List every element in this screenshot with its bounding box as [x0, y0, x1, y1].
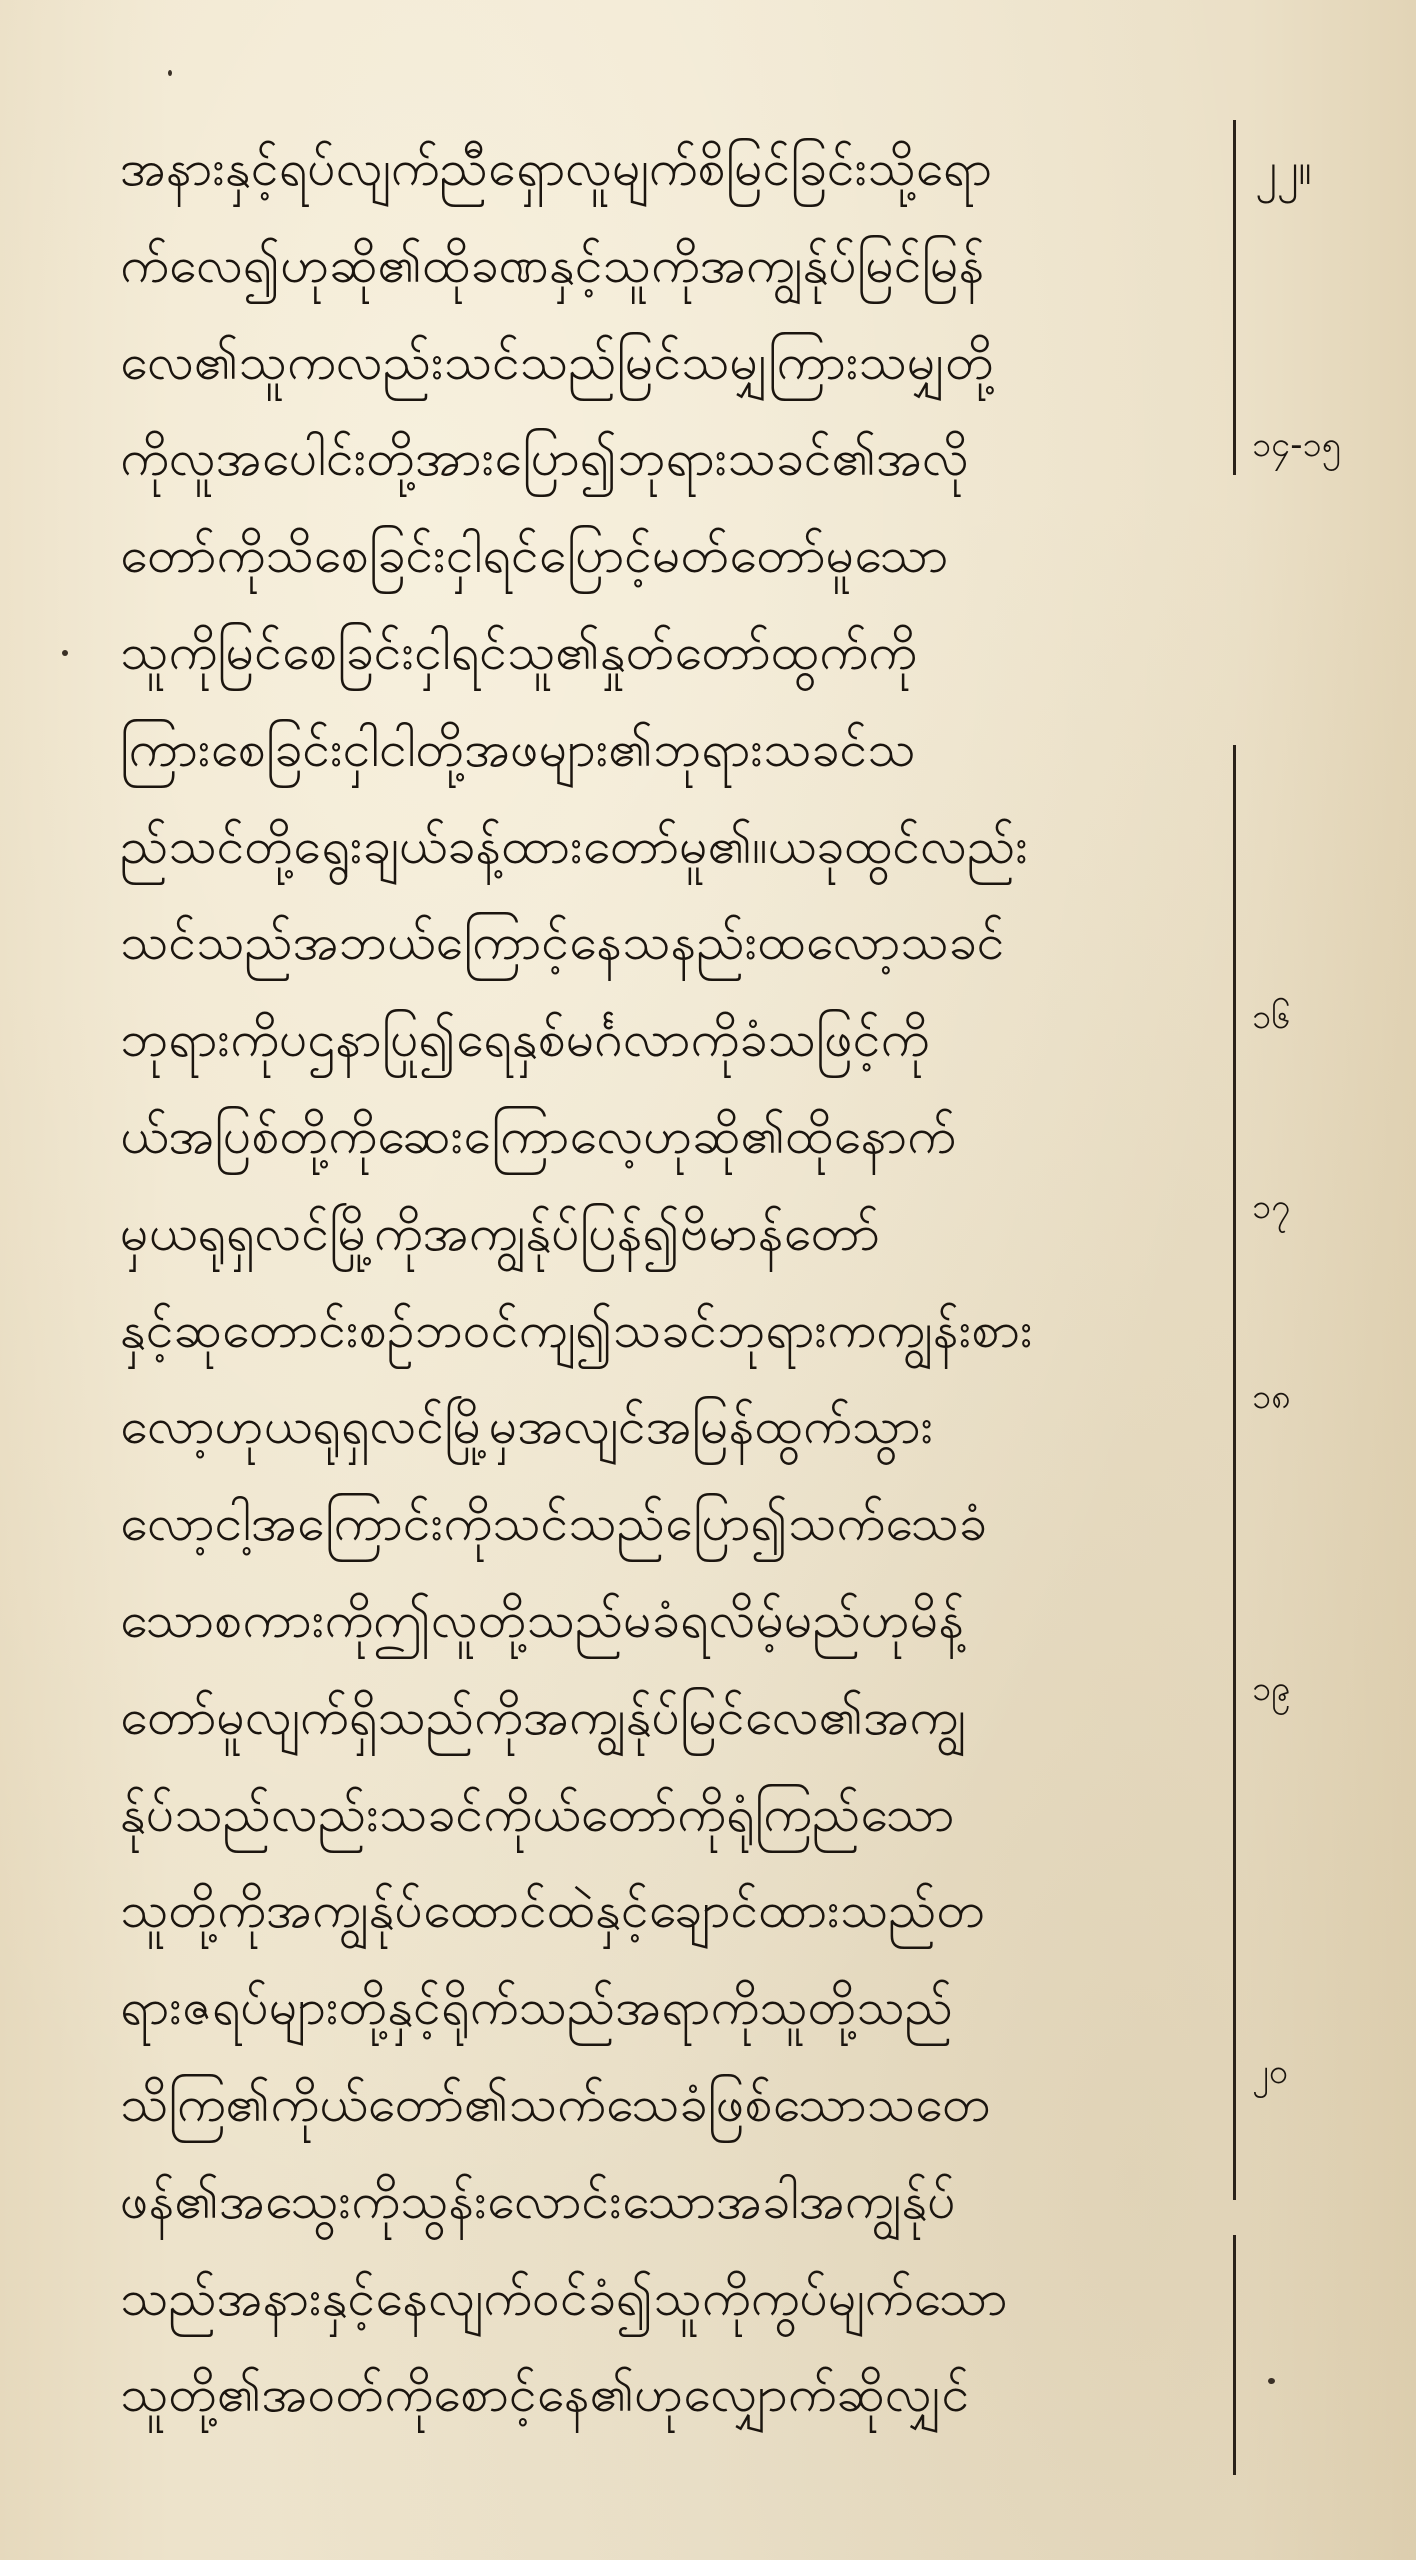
verse-number: ၁၇ [1252, 1187, 1291, 1227]
text-line: က်လေ၍ဟုဆို၏ထိုခဏနှင့်သူကိုအကျွန်ုပ်မြင်မြန် [120, 235, 985, 294]
text-line: ကိုလူအပေါင်းတို့အားပြော၍ဘုရားသခင်၏အလို [120, 429, 969, 488]
text-line: လေ၏သူကလည်းသင်သည်မြင်သမျှကြားသမျှတို့ [120, 332, 994, 391]
body-text [120, 120, 1220, 2443]
text-line: လော့ငါ့အကြောင်းကိုသင်သည်ပြော၍သက်သေခံ [120, 1494, 987, 1553]
verse-number: ၁၆ [1252, 997, 1291, 1037]
text-line: နှင့်ဆုတောင်းစဉ်ဘဝင်ကျ၍သခင်ဘုရားကကျွန်းစား [120, 1300, 1033, 1359]
text-line: အနားနှင့်ရပ်လျက်ညီရှောလူမျက်စိမြင်ခြင်းသို့ရော [120, 139, 993, 197]
verse-number: ၂၀ [1252, 2052, 1288, 2092]
text-line: ည်သင်တို့ရွေးချယ်ခန့်ထားတော်မူ၏။ယခုထွင်လည်း [120, 816, 1029, 875]
text-line: န်ုပ်သည်လည်းသခင်ကိုယ်တော်ကိုရုံကြည်သော [120, 1784, 955, 1843]
text-line: ဘုရားကိုပဌနာပြု၍ရေနှစ်မင်္ဂလာကိုခံသဖြင့်ကို [120, 1010, 930, 1069]
text-line: သိကြ၏ကိုယ်တော်၏သက်သေခံဖြစ်သောသတေ [120, 2074, 991, 2133]
verse-number: ၁၉ [1252, 1669, 1291, 1709]
text-line: တော်ကိုသိစေခြင်းငှါရင်ပြောင့်မတ်တော်မူသော [120, 526, 949, 585]
text-line: သောစကားကိုဤလူတို့သည်မခံရလိမ့်မည်ဟုမိန့် [120, 1590, 965, 1649]
margin-rule [1233, 745, 1236, 2200]
margin-rule [1233, 120, 1236, 475]
text-line: လော့ဟုယရုရှလင်မြို့မှအလျင်အမြန်ထွက်သွား [120, 1397, 934, 1456]
text-line: ရားဇရပ်များတို့နှင့်ရိုက်သည်အရာကိုသူတို့သည် [120, 1978, 954, 2037]
text-line: ကြားစေခြင်းငှါငါတို့အဖများ၏ဘုရားသခင်သ [120, 719, 916, 778]
text-line: သူတို့၏အဝတ်ကိုစောင့်နေ၏ဟုလျှောက်ဆိုလျှင် [120, 2365, 970, 2424]
text-line: ဖန်၏အသွေးကိုသွန်းလောင်းသောအခါအကျွန်ုပ် [120, 2171, 956, 2230]
paper-speck [1268, 2378, 1275, 2384]
text-line: သူကိုမြင်စေခြင်းငှါရင်သူ၏နှုတ်တော်ထွက်ကို [120, 622, 917, 681]
text-line: ယ်အပြစ်တို့ကိုဆေးကြောလေ့ဟုဆို၏ထိုနောက် [120, 1106, 956, 1165]
verse-number: ၁၈ [1252, 1377, 1291, 1417]
paper-speck [168, 70, 172, 76]
text-line: မှယရုရှလင်မြို့ကိုအကျွန်ုပ်ပြန်၍ဗိမာန်တော် [120, 1203, 880, 1262]
text-line: သူတို့ကိုအကျွန်ုပ်ထောင်ထဲနှင့်ချောင်ထားသည်တ [120, 1881, 986, 1940]
margin-rule [1233, 2235, 1236, 2475]
verse-number: ၁၄-၁၅ [1252, 425, 1341, 465]
text-line: သင်သည်အဘယ်ကြောင့်နေသနည်းထလော့သခင် [120, 913, 1005, 972]
text-line: သည်အနားနှင့်နေလျက်ဝင်ခံ၍သူကိုကွပ်မျက်သော [120, 2268, 1008, 2327]
page-number: ၂၂။ [1255, 144, 1312, 195]
text-line: တော်မူလျက်ရှိသည်ကိုအကျွန်ုပ်မြင်လေ၏အကျွ [120, 1687, 967, 1746]
paper-speck [62, 650, 68, 656]
